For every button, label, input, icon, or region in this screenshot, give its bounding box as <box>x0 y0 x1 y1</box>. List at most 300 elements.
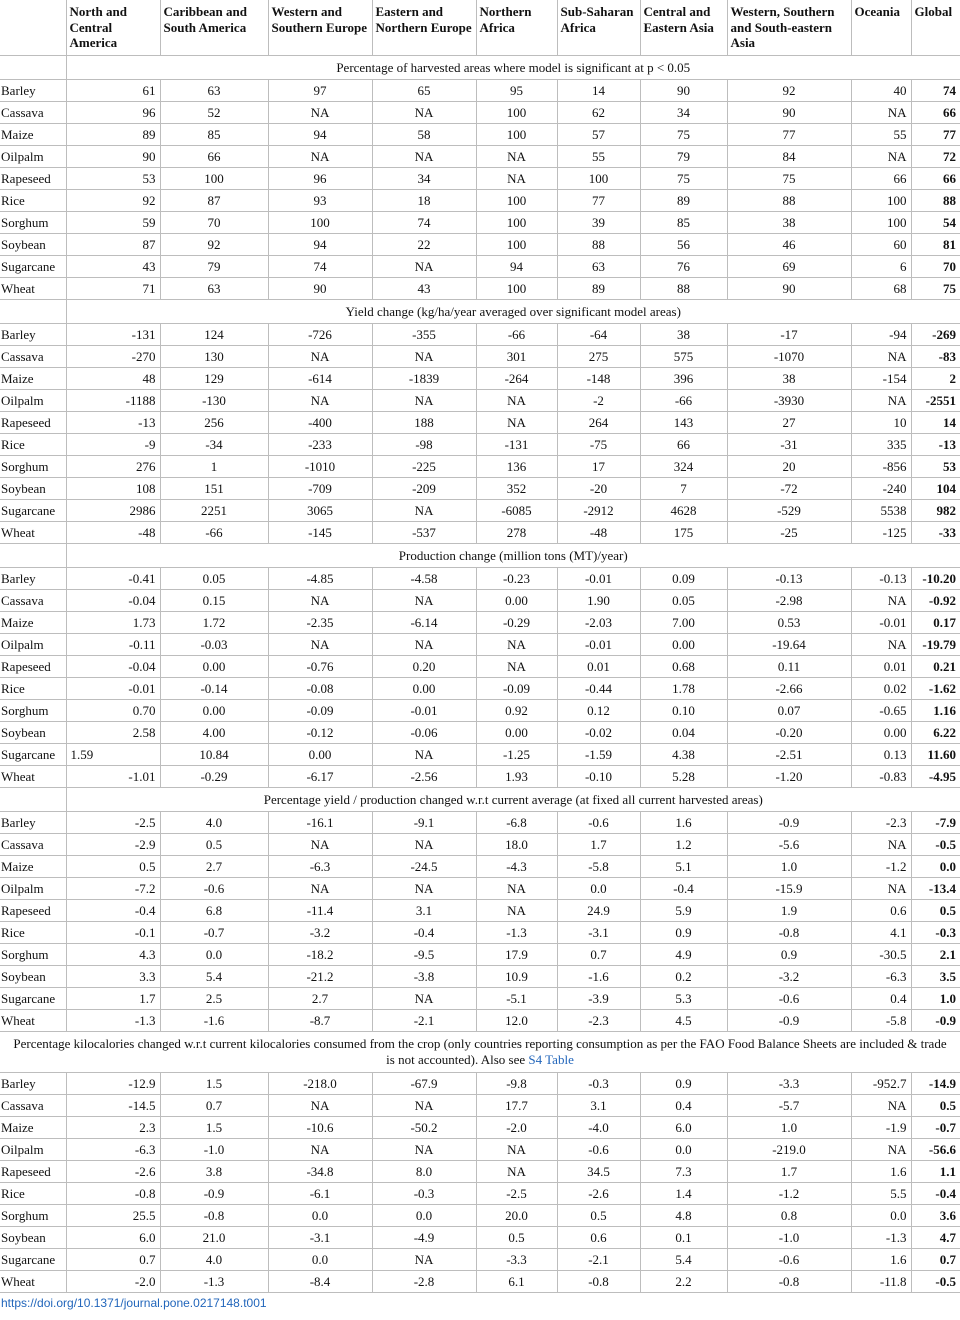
cell-value: 0.0 <box>160 944 268 966</box>
global-value: 0.5 <box>911 900 960 922</box>
cell-value: -240 <box>851 478 911 500</box>
cell-value: 0.05 <box>160 568 268 590</box>
cell-value: 1.93 <box>476 766 557 788</box>
cell-value: -0.09 <box>476 678 557 700</box>
cell-value: -2.3 <box>557 1010 640 1032</box>
cell-value: 88 <box>640 278 727 300</box>
cell-value: -0.4 <box>372 922 476 944</box>
cell-value: -1.6 <box>160 1010 268 1032</box>
section-title: Percentage yield / production changed w.r.t current average (at fixed all current harvested areas) <box>66 788 960 812</box>
table-row <box>0 368 960 390</box>
cell-value: -0.01 <box>372 700 476 722</box>
cell-value: 1.7 <box>727 1161 851 1183</box>
cell-value: 79 <box>160 256 268 278</box>
cell-value: 1.6 <box>640 812 727 834</box>
cell-value: -0.12 <box>268 722 372 744</box>
cell-value: -1.20 <box>727 766 851 788</box>
crop-name: Rapeseed <box>0 412 66 434</box>
global-value: 0.21 <box>911 656 960 678</box>
cell-value: -3.1 <box>268 1227 372 1249</box>
cell-value: 24.9 <box>557 900 640 922</box>
table-row <box>0 102 960 124</box>
cell-value: 66 <box>160 146 268 168</box>
cell-value: 0.00 <box>476 590 557 612</box>
cell-value: NA <box>372 500 476 522</box>
cell-value: 0.5 <box>66 856 160 878</box>
cell-value: 0.00 <box>476 722 557 744</box>
cell-value: 90 <box>640 80 727 102</box>
cell-value: 85 <box>160 124 268 146</box>
cell-value: -6.1 <box>268 1183 372 1205</box>
table-row <box>0 700 960 722</box>
cell-value: -0.8 <box>557 1271 640 1293</box>
cell-value: NA <box>851 834 911 856</box>
cell-value: 0.6 <box>851 900 911 922</box>
cell-value: 25.5 <box>66 1205 160 1227</box>
global-value: -83 <box>911 346 960 368</box>
cell-value: -1.6 <box>557 966 640 988</box>
crop-name: Sugarcane <box>0 744 66 766</box>
cell-value: NA <box>372 834 476 856</box>
cell-value: 18 <box>372 190 476 212</box>
cell-value: -0.08 <box>268 678 372 700</box>
cell-value: NA <box>476 1161 557 1183</box>
cell-value: 0.9 <box>640 922 727 944</box>
global-value: 104 <box>911 478 960 500</box>
cell-value: -0.20 <box>727 722 851 744</box>
table-row <box>0 812 960 834</box>
global-value: -2551 <box>911 390 960 412</box>
cell-value: -25 <box>727 522 851 544</box>
cell-value: -0.9 <box>727 1010 851 1032</box>
cell-value: 0.5 <box>476 1227 557 1249</box>
cell-value: -4.85 <box>268 568 372 590</box>
crop-name: Wheat <box>0 278 66 300</box>
cell-value: -2.56 <box>372 766 476 788</box>
cell-value: -4.9 <box>372 1227 476 1249</box>
cell-value: NA <box>372 1095 476 1117</box>
table-row <box>0 434 960 456</box>
cell-value: 1.0 <box>727 1117 851 1139</box>
cell-value: 5538 <box>851 500 911 522</box>
crop-name: Soybean <box>0 1227 66 1249</box>
cell-value: 2251 <box>160 500 268 522</box>
crop-name: Sugarcane <box>0 1249 66 1271</box>
crop-name: Soybean <box>0 234 66 256</box>
crop-name: Rapeseed <box>0 168 66 190</box>
table-row <box>0 146 960 168</box>
cell-value: 12.0 <box>476 1010 557 1032</box>
cell-value: NA <box>372 346 476 368</box>
cell-value: 0.7 <box>66 1249 160 1271</box>
table-row <box>0 346 960 368</box>
crop-name: Soybean <box>0 478 66 500</box>
cell-value: 1.90 <box>557 590 640 612</box>
cell-value: -219.0 <box>727 1139 851 1161</box>
cell-value: 1.5 <box>160 1073 268 1095</box>
cell-value: 335 <box>851 434 911 456</box>
cell-value: -0.01 <box>851 612 911 634</box>
cell-value: -148 <box>557 368 640 390</box>
global-value: -0.5 <box>911 834 960 856</box>
cell-value: 52 <box>160 102 268 124</box>
cell-value: 100 <box>557 168 640 190</box>
cell-value: 151 <box>160 478 268 500</box>
global-value: -0.9 <box>911 1010 960 1032</box>
global-value: 1.16 <box>911 700 960 722</box>
header-northern-africa: Northern Africa <box>476 0 557 56</box>
global-value: 982 <box>911 500 960 522</box>
cell-value: 71 <box>66 278 160 300</box>
cell-value: 0.20 <box>372 656 476 678</box>
header-global: Global <box>911 0 960 56</box>
cell-value: 17.9 <box>476 944 557 966</box>
cell-value: -0.04 <box>66 590 160 612</box>
cell-value: -11.8 <box>851 1271 911 1293</box>
cell-value: -270 <box>66 346 160 368</box>
cell-value: 301 <box>476 346 557 368</box>
cell-value: 0.0 <box>268 1205 372 1227</box>
section-title: Production change (million tons (MT)/year) <box>66 544 960 568</box>
table-row <box>0 1271 960 1293</box>
cell-value: 59 <box>66 212 160 234</box>
cell-value: -94 <box>851 324 911 346</box>
cell-value: -21.2 <box>268 966 372 988</box>
cell-value: 14 <box>557 80 640 102</box>
cell-value: -0.83 <box>851 766 911 788</box>
cell-value: 0.6 <box>557 1227 640 1249</box>
cell-value: -131 <box>66 324 160 346</box>
cell-value: -3.8 <box>372 966 476 988</box>
crop-name: Maize <box>0 124 66 146</box>
cell-value: -0.06 <box>372 722 476 744</box>
cell-value: 4.0 <box>160 1249 268 1271</box>
global-value: 54 <box>911 212 960 234</box>
table-row <box>0 1095 960 1117</box>
header-north-and-central-america: North and Central America <box>66 0 160 56</box>
cell-value: 108 <box>66 478 160 500</box>
cell-value: 5.3 <box>640 988 727 1010</box>
cell-value: NA <box>372 256 476 278</box>
cell-value: 352 <box>476 478 557 500</box>
cell-value: -0.76 <box>268 656 372 678</box>
crop-name: Sugarcane <box>0 500 66 522</box>
cell-value: -9.5 <box>372 944 476 966</box>
cell-value: 100 <box>851 190 911 212</box>
crop-name: Sugarcane <box>0 988 66 1010</box>
table-row <box>0 766 960 788</box>
section-title: Percentage kilocalories changed w.r.t current kilocalories consumed from the crop (only countries reporting consumption as per the FAO Food Balance Sheets are included & trade is not accounted). Also see S4 Table <box>0 1032 960 1073</box>
cell-value: 0.00 <box>160 700 268 722</box>
cell-value: -131 <box>476 434 557 456</box>
crop-name: Sorghum <box>0 944 66 966</box>
cell-value: -1.9 <box>851 1117 911 1139</box>
table-row <box>0 1161 960 1183</box>
cell-value: -6.17 <box>268 766 372 788</box>
cell-value: 1.59 <box>66 744 160 766</box>
crop-name: Wheat <box>0 1271 66 1293</box>
section-title: Percentage of harvested areas where model is significant at p < 0.05 <box>66 56 960 80</box>
doi-link[interactable]: https://doi.org/10.1371/journal.pone.0217148.t001 <box>1 1296 267 1310</box>
cell-value: 275 <box>557 346 640 368</box>
cell-value: -64 <box>557 324 640 346</box>
table-body <box>0 56 960 1293</box>
cell-value: -1.3 <box>66 1010 160 1032</box>
cell-value: 89 <box>66 124 160 146</box>
global-value: 2.1 <box>911 944 960 966</box>
cell-value: NA <box>268 1095 372 1117</box>
cell-value: 124 <box>160 324 268 346</box>
cell-value: NA <box>372 1249 476 1271</box>
cell-value: -2 <box>557 390 640 412</box>
cell-value: 100 <box>476 190 557 212</box>
cell-value: 1.2 <box>640 834 727 856</box>
global-value: 0.7 <box>911 1249 960 1271</box>
section-header-row <box>0 544 960 568</box>
cell-value: 0.92 <box>476 700 557 722</box>
global-value: 81 <box>911 234 960 256</box>
cell-value: 90 <box>66 146 160 168</box>
cell-value: -8.4 <box>268 1271 372 1293</box>
cell-value: 0.00 <box>268 744 372 766</box>
global-value: 74 <box>911 80 960 102</box>
cell-value: -67.9 <box>372 1073 476 1095</box>
cell-value: NA <box>372 390 476 412</box>
cell-value: 38 <box>727 212 851 234</box>
global-value: -10.20 <box>911 568 960 590</box>
table-row <box>0 500 960 522</box>
cell-value: 1.4 <box>640 1183 727 1205</box>
cell-value: NA <box>476 168 557 190</box>
section-header-row <box>0 788 960 812</box>
header-sub-saharan-africa: Sub-Saharan Africa <box>557 0 640 56</box>
cell-value: 17 <box>557 456 640 478</box>
header-central-and-eastern-asia: Central and Eastern Asia <box>640 0 727 56</box>
crop-name: Oilpalm <box>0 878 66 900</box>
cell-value: 0.15 <box>160 590 268 612</box>
global-value: 11.60 <box>911 744 960 766</box>
section-header-row <box>0 300 960 324</box>
cell-value: -726 <box>268 324 372 346</box>
cell-value: 100 <box>476 234 557 256</box>
cell-value: 6.0 <box>640 1117 727 1139</box>
table-row <box>0 878 960 900</box>
cell-value: 39 <box>557 212 640 234</box>
crop-name: Cassava <box>0 1095 66 1117</box>
global-value: 66 <box>911 102 960 124</box>
crop-name: Oilpalm <box>0 634 66 656</box>
cell-value: -13 <box>66 412 160 434</box>
cell-value: 10.84 <box>160 744 268 766</box>
cell-value: 56 <box>640 234 727 256</box>
cell-value: -3930 <box>727 390 851 412</box>
cell-value: 66 <box>851 168 911 190</box>
cell-value: 0.12 <box>557 700 640 722</box>
table-row <box>0 744 960 766</box>
cell-value: 0.1 <box>640 1227 727 1249</box>
crop-name: Maize <box>0 856 66 878</box>
table-row <box>0 168 960 190</box>
global-value: 53 <box>911 456 960 478</box>
table-row <box>0 988 960 1010</box>
cell-value: 0.00 <box>372 678 476 700</box>
global-value: 75 <box>911 278 960 300</box>
cell-value: -233 <box>268 434 372 456</box>
cell-value: NA <box>476 1139 557 1161</box>
table-row <box>0 80 960 102</box>
cell-value: 5.1 <box>640 856 727 878</box>
cell-value: -537 <box>372 522 476 544</box>
cell-value: -2.03 <box>557 612 640 634</box>
cell-value: NA <box>851 634 911 656</box>
crop-name: Wheat <box>0 522 66 544</box>
global-value: -14.9 <box>911 1073 960 1095</box>
table-row <box>0 256 960 278</box>
cell-value: -0.3 <box>557 1073 640 1095</box>
cell-value: 92 <box>66 190 160 212</box>
table-row <box>0 278 960 300</box>
crop-name: Barley <box>0 568 66 590</box>
cell-value: -0.9 <box>727 812 851 834</box>
cell-value: 0.0 <box>268 1249 372 1271</box>
cell-value: 60 <box>851 234 911 256</box>
cell-value: 0.13 <box>851 744 911 766</box>
cell-value: 396 <box>640 368 727 390</box>
cell-value: -18.2 <box>268 944 372 966</box>
global-value: -13 <box>911 434 960 456</box>
cell-value: 20.0 <box>476 1205 557 1227</box>
cell-value: -400 <box>268 412 372 434</box>
cell-value: NA <box>476 656 557 678</box>
cell-value: -0.14 <box>160 678 268 700</box>
cell-value: 6.8 <box>160 900 268 922</box>
table-row <box>0 1117 960 1139</box>
table-row <box>0 522 960 544</box>
table-row <box>0 124 960 146</box>
global-value: -269 <box>911 324 960 346</box>
cell-value: -17 <box>727 324 851 346</box>
cell-value: NA <box>372 590 476 612</box>
cell-value: -709 <box>268 478 372 500</box>
cell-value: -2.0 <box>66 1271 160 1293</box>
cell-value: 6 <box>851 256 911 278</box>
cell-value: -3.3 <box>727 1073 851 1095</box>
cell-value: NA <box>851 590 911 612</box>
crop-name: Cassava <box>0 102 66 124</box>
cell-value: NA <box>372 1139 476 1161</box>
cell-value: -75 <box>557 434 640 456</box>
cell-value: -0.9 <box>160 1183 268 1205</box>
cell-value: 21.0 <box>160 1227 268 1249</box>
cell-value: -0.13 <box>851 568 911 590</box>
cell-value: 100 <box>476 212 557 234</box>
cell-value: 66 <box>640 434 727 456</box>
cell-value: 0.0 <box>372 1205 476 1227</box>
cell-value: -0.04 <box>66 656 160 678</box>
cell-value: -5.6 <box>727 834 851 856</box>
cell-value: 100 <box>476 102 557 124</box>
global-value: -19.79 <box>911 634 960 656</box>
cell-value: NA <box>372 634 476 656</box>
cell-value: 62 <box>557 102 640 124</box>
cell-value: 87 <box>66 234 160 256</box>
cell-value: 129 <box>160 368 268 390</box>
cell-value: 1.0 <box>727 856 851 878</box>
s4-table-link[interactable]: S4 Table <box>528 1052 574 1067</box>
global-value: 1.1 <box>911 1161 960 1183</box>
cell-value: -72 <box>727 478 851 500</box>
cell-value: NA <box>476 900 557 922</box>
cell-value: 0.09 <box>640 568 727 590</box>
cell-value: 65 <box>372 80 476 102</box>
cell-value: -2.6 <box>66 1161 160 1183</box>
cell-value: 58 <box>372 124 476 146</box>
cell-value: 4.5 <box>640 1010 727 1032</box>
cell-value: 38 <box>727 368 851 390</box>
cell-value: 8.0 <box>372 1161 476 1183</box>
cell-value: 0.11 <box>727 656 851 678</box>
crop-name: Rice <box>0 190 66 212</box>
cell-value: 0.0 <box>851 1205 911 1227</box>
global-value: 2 <box>911 368 960 390</box>
cell-value: -1839 <box>372 368 476 390</box>
cell-value: 97 <box>268 80 372 102</box>
global-value: 1.0 <box>911 988 960 1010</box>
cell-value: 2.3 <box>66 1117 160 1139</box>
cell-value: 7.00 <box>640 612 727 634</box>
crop-name: Rice <box>0 434 66 456</box>
cell-value: -0.8 <box>727 922 851 944</box>
table-row <box>0 900 960 922</box>
cell-value: NA <box>851 102 911 124</box>
cell-value: NA <box>851 1139 911 1161</box>
table-row <box>0 1139 960 1161</box>
crop-name: Rapeseed <box>0 1161 66 1183</box>
cell-value: 0.8 <box>727 1205 851 1227</box>
cell-value: -1.3 <box>851 1227 911 1249</box>
cell-value: -34.8 <box>268 1161 372 1183</box>
cell-value: -1.59 <box>557 744 640 766</box>
cell-value: -218.0 <box>268 1073 372 1095</box>
crop-name: Rice <box>0 922 66 944</box>
table-row <box>0 1205 960 1227</box>
global-value: -1.62 <box>911 678 960 700</box>
cell-value: 4628 <box>640 500 727 522</box>
cell-value: 175 <box>640 522 727 544</box>
global-value: 0.0 <box>911 856 960 878</box>
cell-value: 96 <box>268 168 372 190</box>
cell-value: 0.9 <box>727 944 851 966</box>
cell-value: -2.35 <box>268 612 372 634</box>
cell-value: 4.1 <box>851 922 911 944</box>
cell-value: -1188 <box>66 390 160 412</box>
cell-value: 4.8 <box>640 1205 727 1227</box>
cell-value: 0.01 <box>557 656 640 678</box>
cell-value: -952.7 <box>851 1073 911 1095</box>
cell-value: -9.1 <box>372 812 476 834</box>
cell-value: -0.6 <box>557 1139 640 1161</box>
crop-name: Soybean <box>0 966 66 988</box>
cell-value: 1.6 <box>851 1161 911 1183</box>
cell-value: -2.5 <box>66 812 160 834</box>
table-row <box>0 568 960 590</box>
cell-value: 63 <box>160 278 268 300</box>
cell-value: 3.8 <box>160 1161 268 1183</box>
cell-value: -16.1 <box>268 812 372 834</box>
header-western-and-southern-europe: Western and Southern Europe <box>268 0 372 56</box>
global-value: 0.17 <box>911 612 960 634</box>
cell-value: 2.7 <box>160 856 268 878</box>
